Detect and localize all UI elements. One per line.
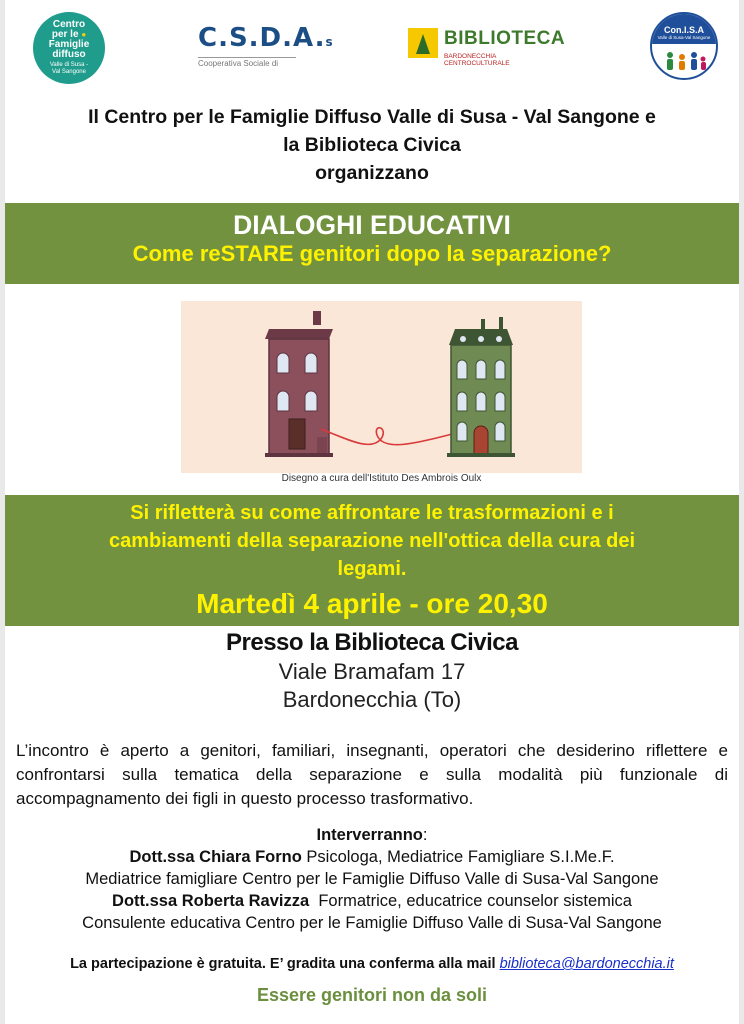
title-band [5,203,739,284]
speaker-name: Dott.ssa Roberta Ravizza [112,892,310,910]
slogan: Essere genitori non da soli [256,985,488,1005]
event-date: Martedì 4 aprile - ore 20,30 [196,588,548,619]
conisa-logo: Con.I.S.A Valle di Susa-Val Sangone [650,12,718,80]
speaker-role: Formatrice, educatrice counselor sistemica [309,892,632,910]
houses-illustration [181,301,582,473]
tree-icon [408,28,438,58]
event-paragraph: L’incontro è aperto a genitori, familiari, insegnanti, operatori che desiderino riflettere e confrontarsi sulla tematica della separazione e sulla modalità più funzionale di accompagnamento dei figli in questo processo trasformativo. [16,741,728,808]
venue-street: Viale Bramafam 17 [278,659,466,684]
venue-block [0,628,744,714]
speaker-name: Dott.ssa Chiara Forno [129,848,302,866]
centro-famiglie-logo: Centro per le ● Famiglie diffuso Valle di Susa - Val Sangone [33,12,105,84]
speaker-role: Psicologa, Mediatrice Famigliare S.I.Me.F. [301,848,615,866]
participation-note: La partecipazione è gratuita. E’ gradita una conferma alla mail biblioteca@bardonecchia.it [70,956,674,972]
illustration-caption: Disegno a cura dell'Istituto Des Ambrois Oulx [281,473,482,484]
header-line: Il Centro per le Famiglie Diffuso Valle di Susa - Val Sangone e [88,106,656,128]
venue-city: Bardonecchia (To) [282,687,462,712]
venue-name: Presso la Biblioteca Civica [226,629,518,656]
organizers-header [20,103,724,187]
speaker-role-detail: Mediatrice famigliare Centro per le Famiglie Diffuso Valle di Susa-Val Sangone [85,870,659,888]
event-description: Si rifletterà su come affrontare le trasformazioni e i cambiamenti della separazione nell'ottica della cura dei legami. [108,502,636,580]
speaker-1 [0,846,744,868]
csda-logo: C.S.D.A.s Cooperativa Sociale di [198,23,334,68]
speaker-role-detail: Consulente educativa Centro per le Famiglie Diffuso Valle di Susa-Val Sangone [82,914,662,932]
speaker-2 [0,890,744,912]
header-line: organizzano [315,162,429,184]
event-title: DIALOGHI EDUCATIVI [233,210,511,240]
header-line: la Biblioteca Civica [283,134,461,156]
email-link[interactable]: biblioteca@bardonecchia.it [499,956,674,972]
event-subtitle: Come reSTARE genitori dopo la separazione? [132,241,612,266]
biblioteca-logo: BIBLIOTECA BARDONECCHIA CENTROCULTURALE [408,26,543,66]
speakers-heading: Interverranno [316,826,423,844]
description-band [5,495,739,626]
speakers-block: Interverranno: Dott.ssa Chiara Forno Psicologa, Mediatrice Famigliare S.I.Me.F. Mediatrice famigliare Centro per le Famiglie Diffuso Valle di Susa-Val Sangone Dott.ssa Roberta Ravizza Formatrice, educatrice counselor sistemica Consulente educativa Centro per le Famiglie Diffuso Valle di Susa-Val Sangone [0,824,744,934]
family-figures-icon [660,50,708,72]
